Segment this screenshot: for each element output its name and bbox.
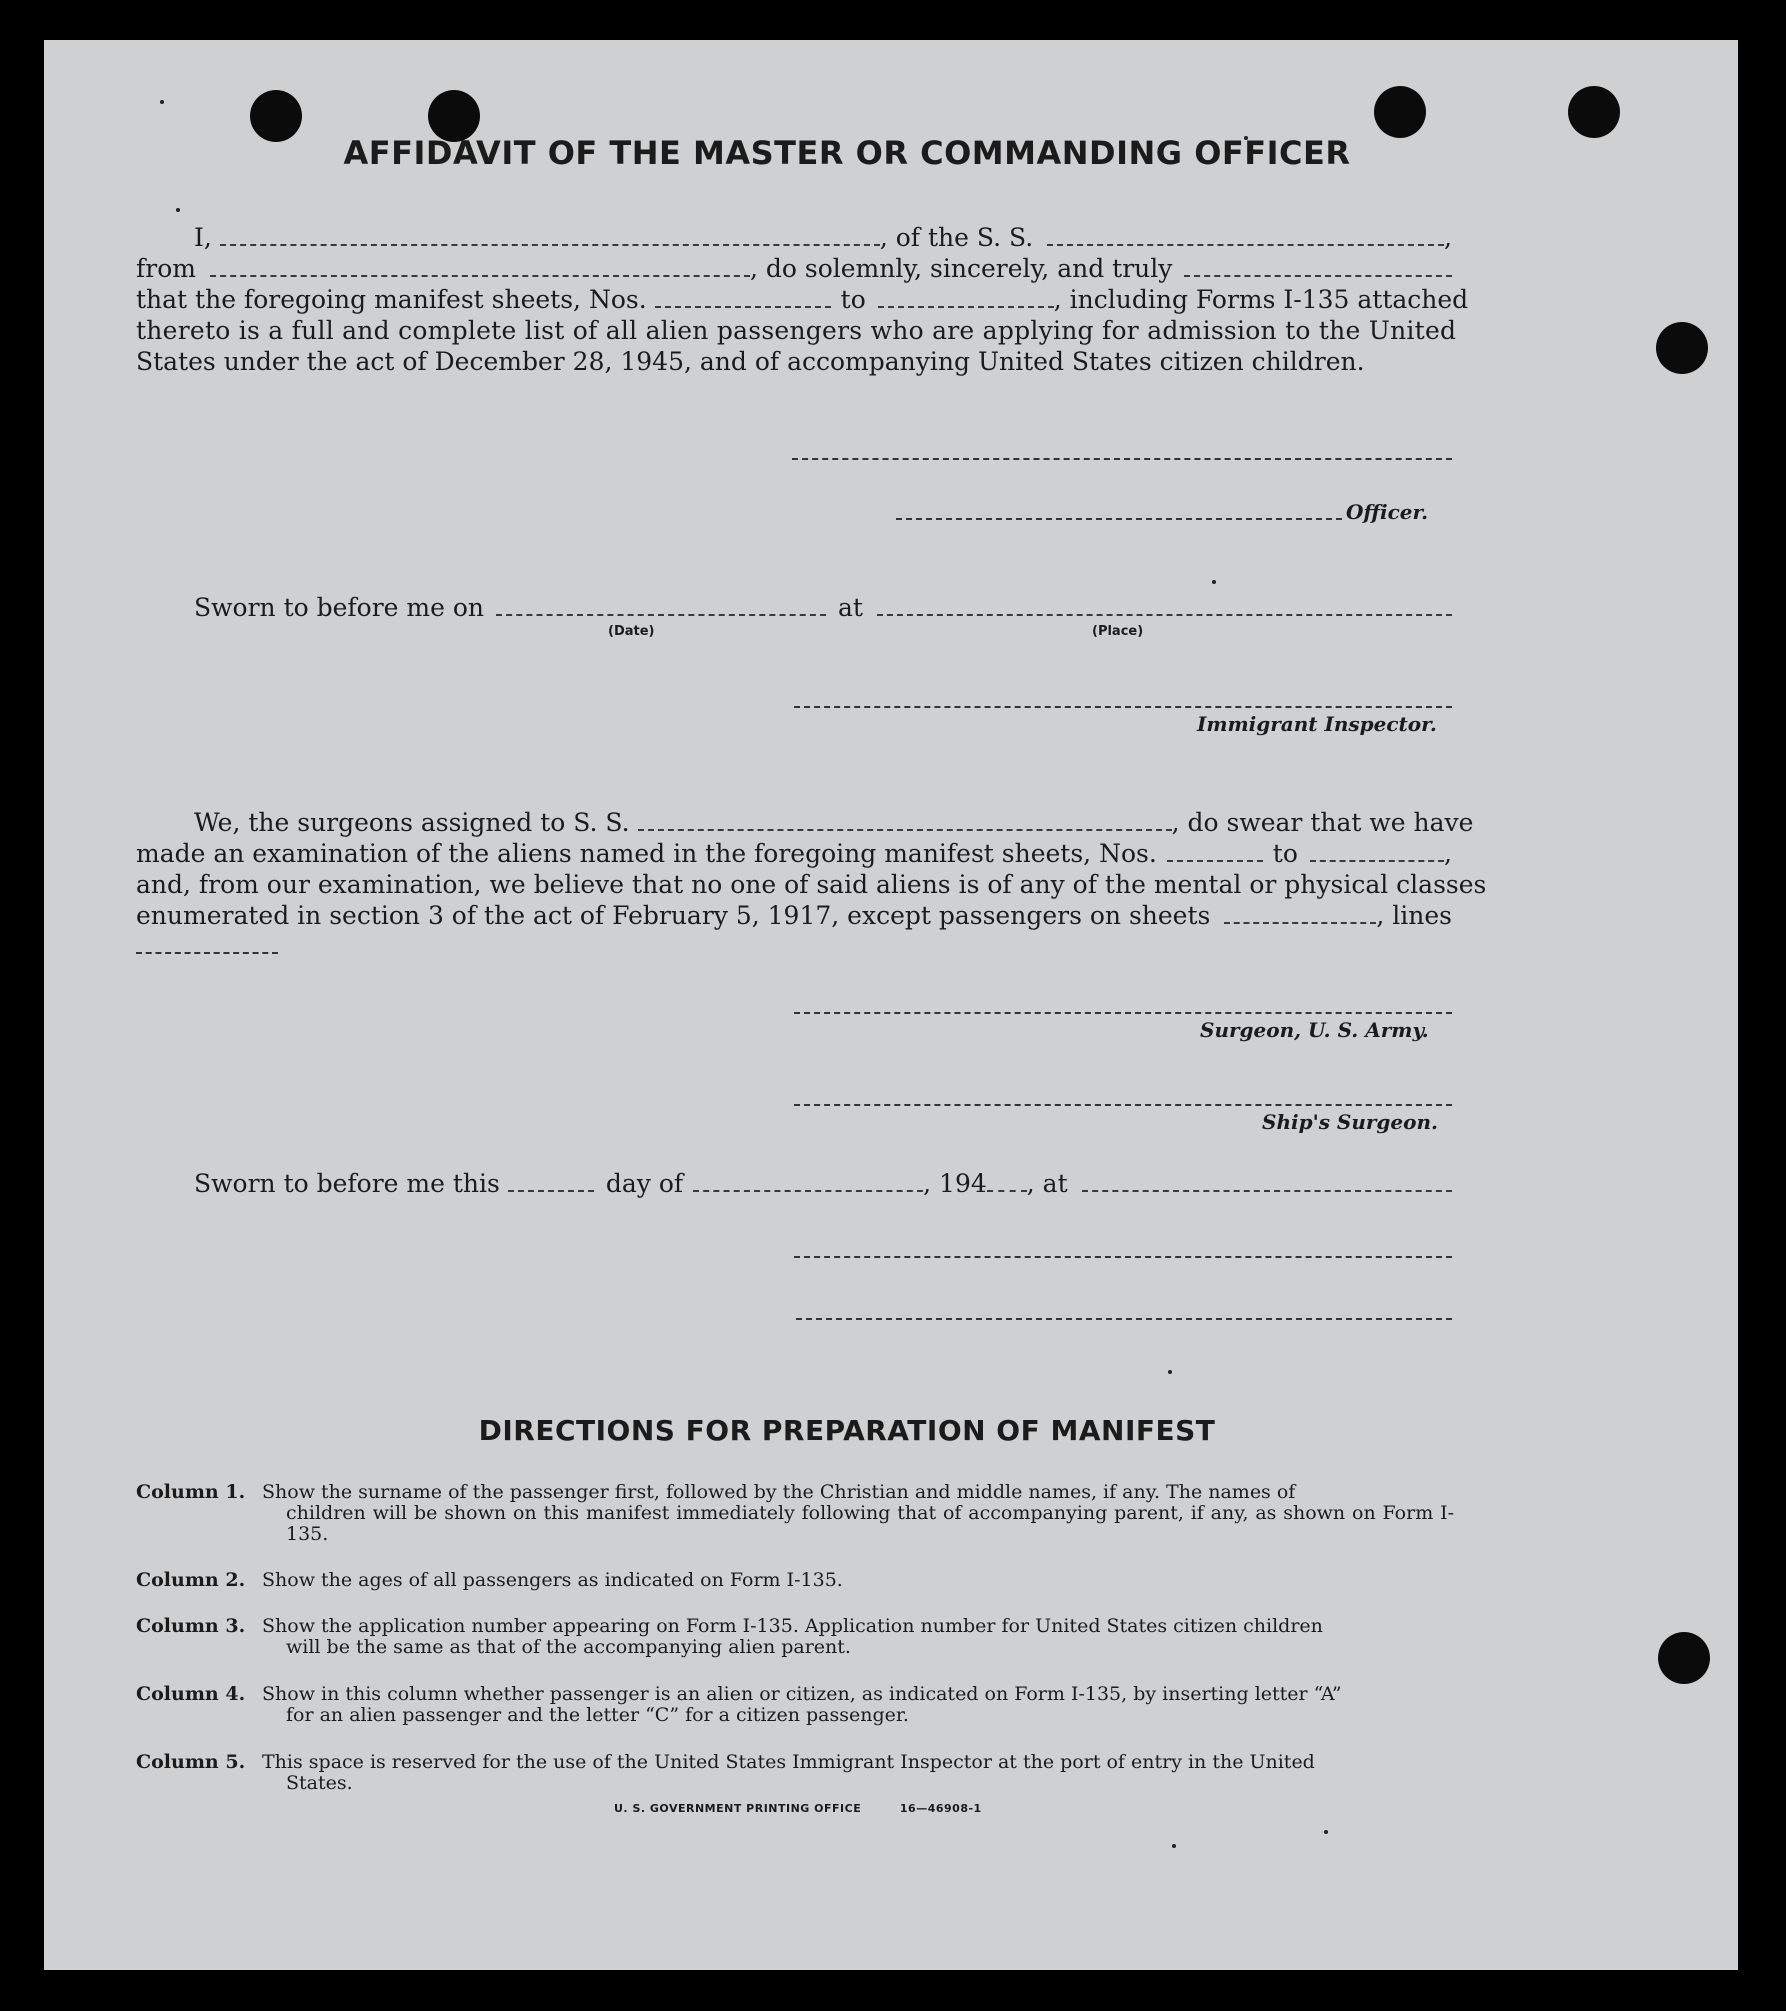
text-line-5: States under the act of December 28, 1945, and of accompanying United States citizen children. — [136, 347, 1365, 376]
text-enumerated: enumerated in section 3 of the act of February 5, 1917, except passengers on sheets — [136, 901, 1211, 930]
surgeons-line-1 — [136, 807, 1474, 838]
direction-text-rest: will be the same as that of the accompanying alien parent. — [286, 1636, 851, 1658]
signature-line-1[interactable] — [792, 458, 1452, 460]
text-manifest-sheets: that the foregoing manifest sheets, Nos. — [136, 285, 647, 314]
text-to: to — [840, 285, 866, 314]
affidavit-line-5 — [136, 346, 1452, 377]
direction-label: Column 3. — [136, 1615, 246, 1637]
officer-caption: Officer. — [1346, 500, 1429, 524]
ship-name-field[interactable] — [1047, 224, 1444, 246]
sheets-field[interactable] — [1224, 902, 1376, 924]
text-surgeons: We, the surgeons assigned to S. S. — [194, 808, 630, 837]
date-label: (Date) — [608, 624, 655, 639]
surgeons-line-2 — [136, 838, 1452, 869]
text-sworn-this: Sworn to before me this — [194, 1169, 500, 1198]
direction-text — [262, 1752, 1454, 1794]
declare-field[interactable] — [1184, 255, 1452, 277]
date-field[interactable] — [496, 594, 826, 616]
direction-text-rest: States. — [286, 1772, 353, 1794]
affidavit-line-2 — [136, 253, 1452, 284]
surgeons-ship-field[interactable] — [638, 809, 1172, 831]
lines-field[interactable] — [136, 952, 278, 954]
sworn-place-field[interactable] — [1082, 1170, 1452, 1192]
speck — [1324, 1830, 1328, 1834]
form-sheet — [44, 40, 1738, 1970]
surgeons-line-3 — [136, 869, 1487, 900]
speck — [1168, 1370, 1172, 1374]
year-field[interactable] — [987, 1170, 1027, 1192]
speck — [176, 208, 180, 212]
direction-text — [262, 1684, 1454, 1726]
examination-from-field[interactable] — [1167, 840, 1263, 862]
affidavit-title: AFFIDAVIT OF THE MASTER OR COMMANDING OFFICER — [343, 134, 1351, 172]
speck — [160, 100, 164, 104]
direction-text-rest: for an alien passenger and the letter “C” for a citizen passenger. — [286, 1704, 909, 1726]
direction-label: Column 2. — [136, 1569, 246, 1591]
text-lines: , lines — [1376, 901, 1452, 930]
manifest-to-field[interactable] — [878, 286, 1054, 308]
ships-surgeon-caption: Ship's Surgeon. — [1262, 1110, 1438, 1134]
direction-item — [136, 1752, 1454, 1794]
text-swear: , do swear that we have — [1171, 808, 1474, 837]
direction-item — [136, 1616, 1454, 1658]
punch-hole — [1374, 86, 1426, 138]
name-field[interactable] — [220, 224, 880, 246]
text-made-examination: made an examination of the aliens named in the foregoing manifest sheets, Nos. — [136, 839, 1157, 868]
printer-name: U. S. GOVERNMENT PRINTING OFFICE — [614, 1802, 862, 1815]
direction-label: Column 4. — [136, 1683, 246, 1705]
text-i: I, — [194, 223, 212, 252]
signature-line-3[interactable] — [796, 1318, 1452, 1320]
ships-surgeon-signature-line[interactable] — [794, 1104, 1452, 1106]
direction-item — [136, 1684, 1454, 1726]
army-surgeon-signature-line[interactable] — [794, 1012, 1452, 1014]
army-surgeon-caption: Surgeon, U. S. Army. — [1200, 1018, 1429, 1042]
direction-label: Column 5. — [136, 1751, 246, 1773]
speck — [1172, 1844, 1176, 1848]
direction-text-rest: children will be shown on this manifest immediately following that of accompanying parent, if any, as shown on Form I-135. — [286, 1502, 1454, 1545]
direction-text-first: Show in this column whether passenger is an alien or citizen, as indicated on Form I-135, by inserting letter “A” — [262, 1683, 1342, 1705]
speck — [1212, 580, 1216, 584]
direction-item — [136, 1482, 1454, 1545]
text-including: , including Forms I-135 attached — [1053, 285, 1469, 314]
text-of-ss: , of the S. S. — [879, 223, 1034, 252]
day-field[interactable] — [508, 1170, 594, 1192]
text-comma-2: , — [1444, 839, 1452, 868]
directions-title: DIRECTIONS FOR PREPARATION OF MANIFEST — [478, 1414, 1216, 1447]
direction-text — [262, 1482, 1454, 1545]
text-sworn-on: Sworn to before me on — [194, 593, 485, 622]
surgeons-line-4 — [136, 900, 1452, 931]
from-field[interactable] — [210, 255, 750, 277]
direction-text-first: Show the ages of all passengers as indicated on Form I-135. — [262, 1569, 843, 1591]
punch-hole — [1658, 1632, 1710, 1684]
place-field[interactable] — [877, 594, 1452, 616]
form-code: 16—46908-1 — [899, 1802, 982, 1815]
punch-hole — [1568, 86, 1620, 138]
manifest-from-field[interactable] — [655, 286, 831, 308]
officer-signature-line[interactable] — [896, 518, 1342, 520]
text-from: from — [136, 254, 196, 283]
inspector-caption: Immigrant Inspector. — [1197, 712, 1437, 736]
place-label: (Place) — [1092, 624, 1144, 639]
text-day-of: day of — [605, 1169, 684, 1198]
affidavit-line-1 — [136, 222, 1452, 253]
text-year: , 194 — [923, 1169, 987, 1198]
direction-text — [262, 1616, 1454, 1658]
direction-text — [262, 1570, 1454, 1591]
signature-line-2[interactable] — [794, 1256, 1452, 1258]
text-at-2: , at — [1026, 1169, 1068, 1198]
printer-imprint — [614, 1802, 982, 1815]
direction-text-first: Show the surname of the passenger first, followed by the Christian and middle names, if any. The names of — [262, 1481, 1296, 1503]
month-field[interactable] — [693, 1170, 923, 1192]
text-comma: , — [1444, 223, 1452, 252]
sworn-line-2 — [136, 1168, 1452, 1199]
direction-label: Column 1. — [136, 1481, 246, 1503]
direction-item — [136, 1570, 1454, 1591]
text-surgeons-line-3: and, from our examination, we believe that no one of said aliens is of any of the mental or physical classes — [136, 870, 1487, 899]
affidavit-line-4 — [136, 315, 1457, 346]
sworn-line-1 — [136, 592, 1452, 623]
affidavit-line-3 — [136, 284, 1469, 315]
text-to-2: to — [1272, 839, 1298, 868]
text-solemnly: , do solemnly, sincerely, and truly — [749, 254, 1173, 283]
direction-text-first: Show the application number appearing on Form I-135. Application number for United States citizen children — [262, 1615, 1323, 1637]
text-line-4: thereto is a full and complete list of all alien passengers who are applying for admission to the United — [136, 316, 1457, 345]
text-at: at — [838, 593, 863, 622]
direction-text-first: This space is reserved for the use of the United States Immigrant Inspector at the port of entry in the United — [262, 1751, 1315, 1773]
punch-hole — [1656, 322, 1708, 374]
examination-to-field[interactable] — [1310, 840, 1444, 862]
inspector-signature-line[interactable] — [794, 706, 1452, 708]
